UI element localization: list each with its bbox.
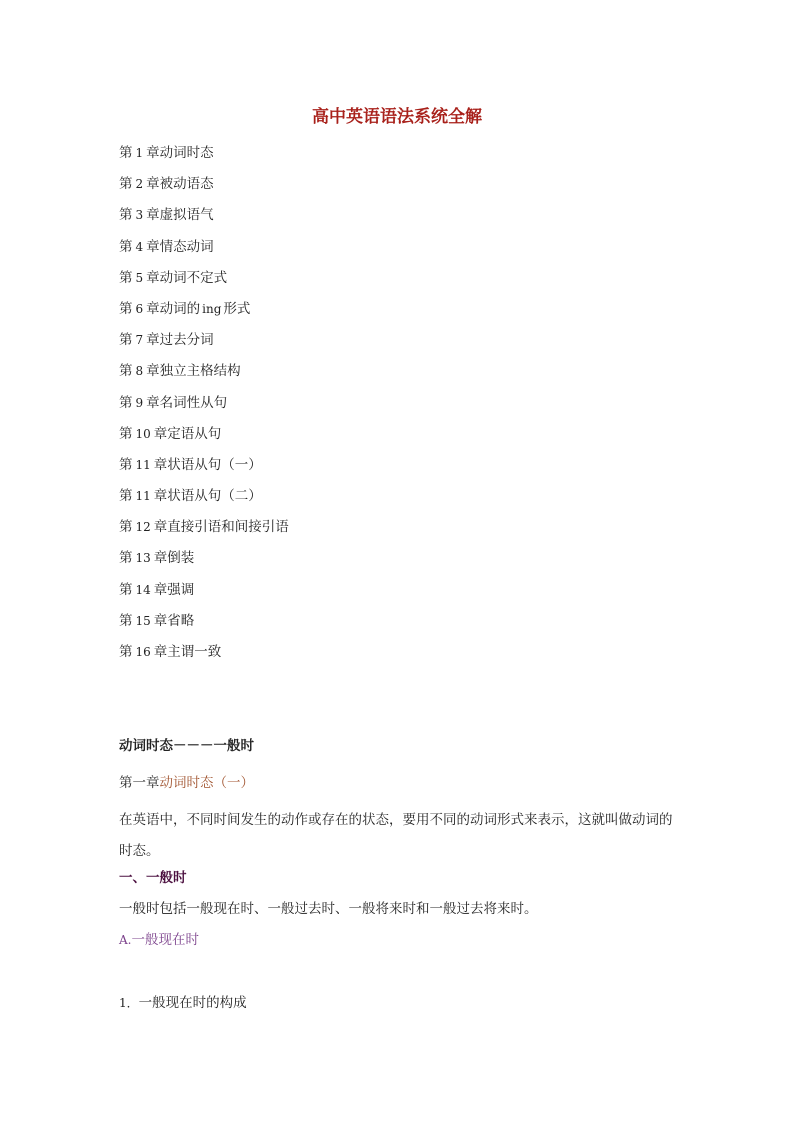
toc-item-prefix: 第 <box>119 238 133 255</box>
toc-item[interactable] <box>119 393 289 424</box>
toc-item-number: 8 <box>135 364 144 379</box>
toc-item-number: 16 <box>135 645 151 659</box>
toc-item-prefix: 第 <box>119 207 133 224</box>
toc-item-prefix: 第 <box>119 581 133 598</box>
toc-item-number: 2 <box>135 177 144 192</box>
toc-item-title: 章强调 <box>153 581 195 598</box>
toc-item-title: 章定语从句 <box>153 425 222 442</box>
toc-item-title: 章被动语态 <box>146 176 214 193</box>
subsection-paragraph: 一般时包括一般现在时、一般过去时、一般将来时和一般过去将来时。 <box>119 901 538 917</box>
toc-item-prefix: 第 <box>119 145 133 161</box>
toc-item[interactable] <box>119 611 289 642</box>
toc-item[interactable] <box>119 299 289 330</box>
toc-item-prefix: 第 <box>119 332 133 349</box>
toc-item[interactable] <box>119 174 289 205</box>
toc-item[interactable] <box>119 361 289 392</box>
subsection-a-letter: A. <box>119 933 132 947</box>
toc-item-number: 4 <box>135 239 144 254</box>
toc-item[interactable] <box>119 517 289 548</box>
toc-item[interactable] <box>119 237 289 268</box>
toc-item-prefix: 第 <box>119 300 133 317</box>
toc-item-prefix: 第 <box>119 269 133 286</box>
table-of-contents <box>119 143 289 673</box>
toc-item-prefix: 第 <box>119 456 133 473</box>
toc-item[interactable] <box>119 424 289 455</box>
toc-item-number: 1 <box>135 146 144 160</box>
toc-item[interactable] <box>119 580 289 611</box>
toc-item-title: 章独立主格结构 <box>146 363 241 380</box>
toc-item-prefix: 第 <box>119 488 133 505</box>
chapter-title-link[interactable]: 动词时态（一） <box>159 775 254 791</box>
chapter-line <box>119 773 679 793</box>
toc-item-title: 章动词时态 <box>146 145 214 161</box>
toc-item-prefix: 第 <box>119 363 133 380</box>
subsection-a-heading <box>119 930 679 950</box>
toc-item-title: 章状语从句（二） <box>153 488 262 505</box>
toc-item-number: 10 <box>135 426 151 441</box>
toc-item-title: 章情态动词 <box>146 238 214 255</box>
toc-item-title: 章倒装 <box>153 550 195 567</box>
toc-item-number: 14 <box>135 582 151 597</box>
toc-item-prefix: 第 <box>119 550 133 567</box>
toc-item-prefix: 第 <box>119 519 133 536</box>
toc-item[interactable] <box>119 330 289 361</box>
toc-item-number: 11 <box>135 457 151 472</box>
toc-item-number: 15 <box>135 613 151 628</box>
numbered-heading-num: 1． <box>119 996 139 1010</box>
chapter-prefix: 第一章 <box>119 775 160 791</box>
toc-item[interactable] <box>119 548 289 579</box>
intro-paragraph: 在英语中，不同时间发生的动作或存在的状态，要用不同的动词形式来表示，这就叫做动词的时态。 <box>119 812 673 859</box>
toc-item-title: 章名词性从句 <box>146 394 228 411</box>
toc-item-prefix: 第 <box>119 612 133 629</box>
toc-item-number: 5 <box>135 270 144 285</box>
numbered-heading <box>119 993 679 1013</box>
toc-item-title-tail: 形式 <box>223 300 251 317</box>
toc-item[interactable] <box>119 486 289 517</box>
toc-item[interactable] <box>119 268 289 299</box>
subsection-a-text: 一般现在时 <box>131 932 199 948</box>
toc-item-title: 章直接引语和间接引语 <box>153 519 289 536</box>
toc-item-number: 11 <box>135 489 151 504</box>
section-heading: 动词时态－－－一般时 <box>119 738 254 754</box>
toc-item-title: 章过去分词 <box>146 332 214 349</box>
subsection-heading: 一、一般时 <box>119 870 187 886</box>
toc-item-title: 章动词的 <box>146 300 201 317</box>
toc-item-number: 9 <box>135 395 144 410</box>
toc-item-number: 13 <box>135 551 151 566</box>
toc-item-prefix: 第 <box>119 394 133 411</box>
toc-item-number: 3 <box>135 208 144 223</box>
toc-item-title: 章主谓一致 <box>153 644 222 660</box>
toc-item-prefix: 第 <box>119 176 133 193</box>
toc-item[interactable] <box>119 642 289 673</box>
numbered-heading-text: 一般现在时的构成 <box>138 995 247 1011</box>
toc-item[interactable] <box>119 143 289 174</box>
toc-item-latin: ing <box>202 301 222 316</box>
toc-item-prefix: 第 <box>119 644 133 660</box>
toc-item-title: 章省略 <box>153 612 195 629</box>
toc-item-title: 章虚拟语气 <box>146 207 214 224</box>
toc-item-title: 章状语从句（一） <box>153 456 262 473</box>
toc-item[interactable] <box>119 455 289 486</box>
toc-item-number: 12 <box>135 520 151 535</box>
toc-item-number: 6 <box>135 301 144 316</box>
toc-item-prefix: 第 <box>119 425 133 442</box>
toc-item-title: 章动词不定式 <box>146 269 228 286</box>
toc-item[interactable] <box>119 205 289 236</box>
document-title: 高中英语语法系统全解 <box>312 107 482 127</box>
toc-item-number: 7 <box>135 333 144 348</box>
